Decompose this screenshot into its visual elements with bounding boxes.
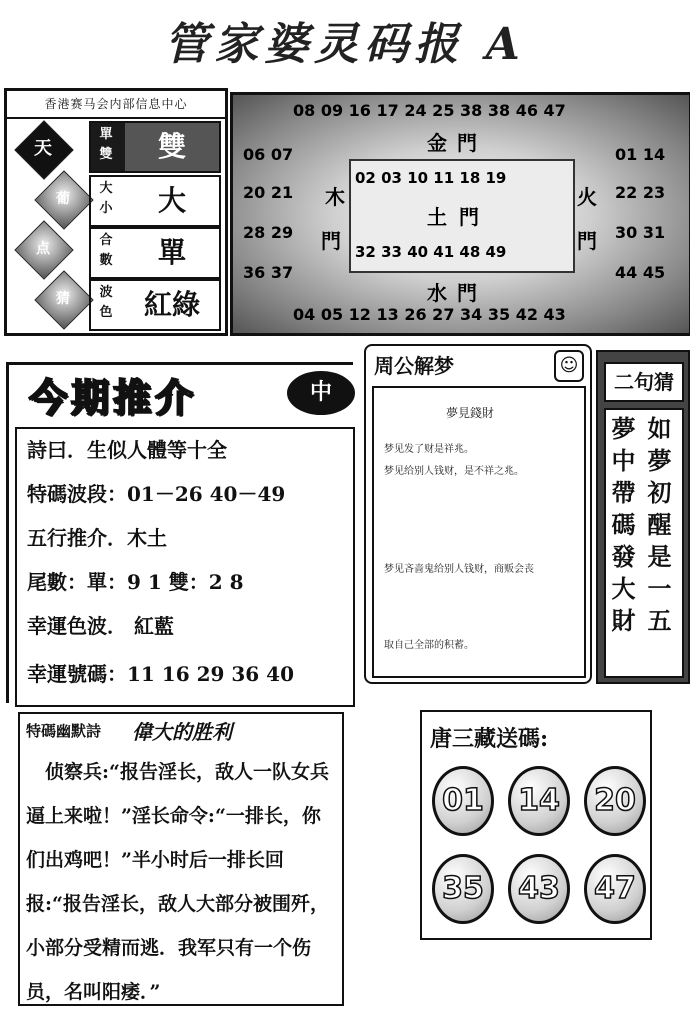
row-value: 紅綠 [143,288,200,321]
wave-range-line: 特碼波段：01－26 40－49 [27,482,286,506]
dream-line: 取自己全部的积蓄。 [384,640,474,651]
page-title: 管家婆灵码报 A [164,19,526,70]
sum-row [89,227,221,279]
dream-content [372,386,586,678]
tang-title: 唐三藏送碼: [430,726,549,752]
riddle-body [604,408,684,678]
water-label: 水 [427,281,447,305]
gate-label: 門 [457,131,477,155]
row-value: 雙 [125,123,219,171]
lucky-color-line: 幸運色波． 紅藍 [27,614,174,638]
recommendation-box [15,427,355,707]
tail-number-line: 尾數：單：9 1 雙：2 8 [27,570,244,594]
info-panel-header: 香港赛马会内部信息中心 [7,91,225,119]
dream-line: 梦见给别人钱财，是不祥之兆。 [384,466,524,477]
number-ball: 14 [508,766,570,836]
poem-title: 偉大的胜利 [132,720,232,744]
recommendation-panel [6,362,353,703]
recommendation-title: 今期推介 [29,375,198,420]
number-ball: 35 [432,854,494,924]
gate-label: 門 [321,229,341,253]
fire-label: 火 [577,185,597,209]
odd-even-row [89,121,221,173]
earth-gate-numbers: 32 33 40 41 48 49 [355,243,507,261]
earth-label: 土 [427,205,447,229]
riddle-panel [596,350,690,684]
poem-line: 詩曰．生似人體等十全 [27,438,227,462]
dream-line: 梦见吝啬鬼给别人钱财，商贩会丧 [384,564,534,575]
dream-title: 周公解梦 [374,354,454,378]
riddle-title: 二句猜 [604,362,684,402]
row-label: 波 色 [99,285,113,320]
row-label: 合 數 [99,233,113,268]
row-value: 大 [157,184,186,217]
tang-numbers-panel [420,710,652,940]
earth-gate-numbers: 02 03 10 11 18 19 [355,169,507,187]
fire-gate-numbers: 22 23 [615,183,666,202]
number-ball: 20 [584,766,646,836]
five-elements-line: 五行推介．木土 [27,526,167,550]
wood-gate-numbers: 28 29 [243,223,294,242]
five-gates-panel [230,92,690,336]
row-label: 單 雙 [99,127,113,162]
row-value: 單 [157,236,186,269]
gate-label: 門 [577,229,597,253]
gate-label: 門 [457,281,477,305]
fire-gate-numbers: 44 45 [615,263,666,282]
diamond-label: 点 [36,241,50,257]
poem-label: 特碼幽默詩 [26,722,102,740]
wood-label: 木 [325,185,345,209]
lucky-number-line: 幸運號碼：11 16 29 36 40 [27,662,295,686]
fire-gate-numbers: 30 31 [615,223,666,242]
wave-color-row [89,279,221,331]
wood-gate-numbers: 06 07 [243,145,294,164]
number-ball: 47 [584,854,646,924]
poem-body: 侦察兵:“报告淫长，敌人一队女兵逼上来啦！”淫长命令:“一排长，你们出鸡吧！”半小时后一排长回报:“报告淫长，敌人大部分被围歼，小部分受精而逃．我军只有一个伤员，名叫阳痿．” [26,761,329,1003]
gate-label: 門 [459,205,479,229]
water-gate-numbers: 04 05 12 13 26 27 34 35 42 43 [293,305,566,324]
gold-label: 金 [427,131,447,155]
diamond-label: 猜 [56,291,70,307]
face-icon: ☺ [554,350,584,382]
row-label: 大 小 [99,181,113,216]
riddle-line-left: 夢中帶碼發大財 [607,416,636,640]
humor-poem-panel [18,712,344,1006]
wood-gate-numbers: 20 21 [243,183,294,202]
info-panel [4,88,228,336]
wood-gate-numbers: 36 37 [243,263,294,282]
gold-gate-numbers: 08 09 16 17 24 25 38 38 46 47 [293,101,566,120]
big-small-row [89,175,221,227]
riddle-line-right: 如夢初醒是一五 [643,416,672,640]
diamond-strip [7,119,87,333]
dream-panel [364,344,592,684]
badge-icon: 中 [287,371,355,415]
number-ball: 43 [508,854,570,924]
diamond-label: 天 [34,138,52,159]
number-ball: 01 [432,766,494,836]
dream-heading: 夢見錢財 [446,406,495,420]
earth-gate-box [349,159,575,273]
diamond-label: 葡 [56,191,70,207]
dream-line: 梦见发了财是祥兆。 [384,444,474,455]
fire-gate-numbers: 01 14 [615,145,666,164]
